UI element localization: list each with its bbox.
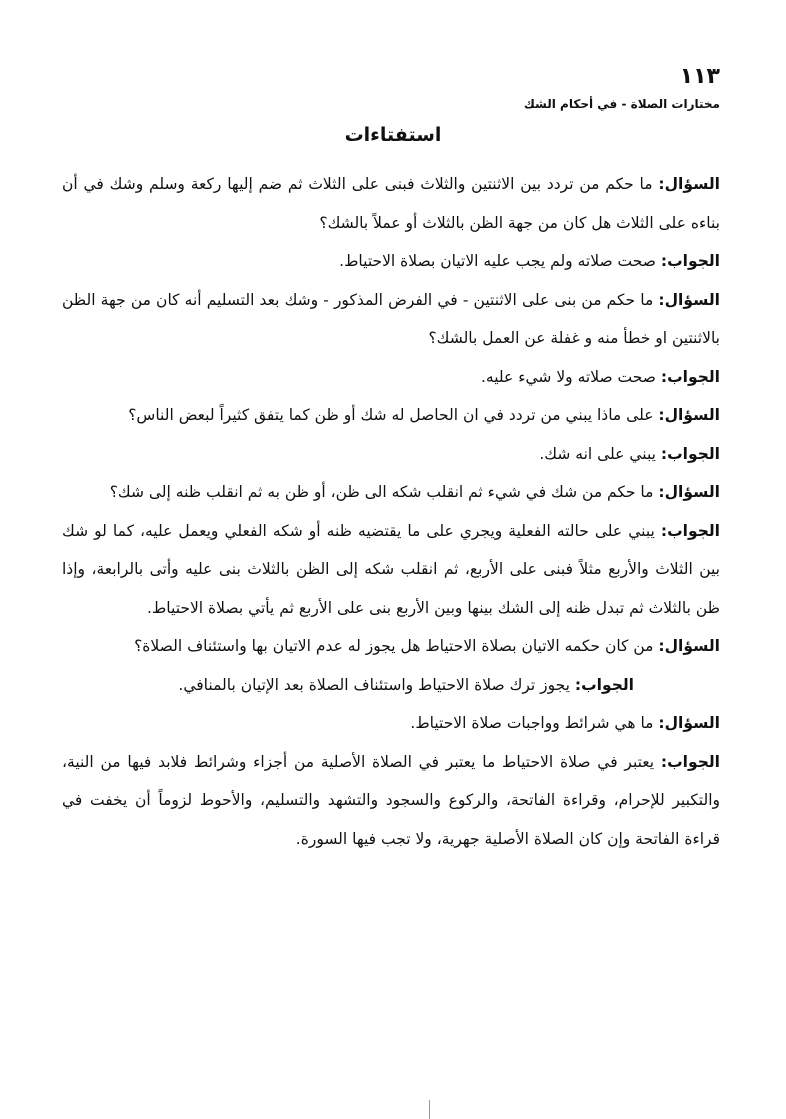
qa-content bbox=[62, 165, 720, 858]
qa-text: على ماذا يبني من تردد في ان الحاصل له شك أو ظن كما يتفق كثيراً لبعض الناس؟ bbox=[128, 406, 654, 424]
qa-text: صحت صلاته ولم يجب عليه الاتيان بصلاة الاحتياط. bbox=[339, 252, 656, 270]
qa-answer bbox=[62, 435, 720, 474]
qa-question bbox=[62, 396, 720, 435]
qa-text: ما حكم من تردد بين الاثنتين والثلاث فبنى على الثلاث ثم ضم إليها ركعة وسلم وشك في أن بناءه على الثلاث هل كان من جهة الظن بالثلاث أو عملاً بالشك؟ bbox=[62, 175, 720, 232]
scan-mark bbox=[429, 1100, 430, 1119]
qa-text: صحت صلاته ولا شيء عليه. bbox=[481, 367, 656, 386]
qa-label: الجواب: bbox=[660, 252, 720, 270]
qa-text: ما حكم من بنى على الاثنتين - في الفرض المذكور - وشك بعد التسليم أنه كان من جهة الظن بالاثنتين او خطأ منه و غفلة عن العمل بالشك؟ bbox=[62, 290, 720, 347]
qa-text: ما هي شرائط وواجبات صلاة الاحتياط. bbox=[410, 714, 654, 732]
qa-question bbox=[62, 473, 720, 512]
page-title: استفتاءات bbox=[344, 124, 442, 146]
qa-label: السؤال: bbox=[658, 637, 720, 655]
qa-answer bbox=[62, 512, 720, 628]
qa-question bbox=[62, 281, 720, 358]
qa-answer bbox=[62, 242, 720, 281]
qa-label: السؤال: bbox=[658, 483, 720, 501]
qa-label: الجواب: bbox=[660, 752, 720, 771]
qa-label: الجواب: bbox=[660, 367, 720, 386]
qa-question bbox=[62, 627, 720, 666]
qa-text: يبني على حالته الفعلية ويجري على ما يقتضيه ظنه أو شكه الفعلي ويعمل عليه، كما لو شك بين الثلاث والأربع مثلاً فبنى على الأربع، ثم انقلب شكه إلى الظن بالثلاث بنى عليه وأتى بالرابعة، وإذا ظن بالثلاث ثم تبدل ظنه إلى الشك بينها وبين الأربع بنى على الأربع ثم يأتي بصلاة الاحتياط. bbox=[62, 521, 720, 617]
qa-text: من كان حكمه الاتيان بصلاة الاحتياط هل يجوز له عدم الاتيان بها واستئناف الصلاة؟ bbox=[134, 637, 654, 655]
qa-question bbox=[62, 704, 720, 743]
qa-label: السؤال: bbox=[658, 714, 720, 732]
qa-label: السؤال: bbox=[658, 406, 720, 424]
qa-label: السؤال: bbox=[658, 290, 720, 309]
qa-answer bbox=[62, 358, 720, 397]
qa-answer bbox=[62, 743, 720, 859]
qa-text: ما حكم من شك في شيء ثم انقلب شكه الى ظن، أو ظن به ثم انقلب ظنه إلى شك؟ bbox=[109, 483, 654, 501]
qa-label: السؤال: bbox=[658, 175, 720, 193]
qa-text: يعتبر في صلاة الاحتياط ما يعتبر في الصلاة الأصلية من أجزاء وشرائط فلابد فيها من النية، والتكبير للإحرام، وقراءة الفاتحة، والركوع والسجود والتشهد والتسليم، والأحوط لزوماً أن يخفت في قراءة الفاتحة وإن كان الصلاة الأصلية جهرية، ولا تجب فيها السورة. bbox=[62, 752, 720, 848]
page-number: ١١٣ bbox=[679, 64, 720, 89]
qa-label: الجواب: bbox=[574, 675, 634, 694]
qa-answer bbox=[62, 666, 720, 705]
qa-label: الجواب: bbox=[660, 444, 720, 463]
qa-question bbox=[62, 165, 720, 242]
running-header: مختارات الصلاة - في أحكام الشك bbox=[523, 97, 720, 111]
qa-text: يجوز ترك صلاة الاحتياط واستئناف الصلاة بعد الإتيان بالمنافي. bbox=[178, 675, 570, 694]
qa-text: يبني على انه شك. bbox=[539, 444, 656, 463]
qa-label: الجواب: bbox=[660, 521, 720, 540]
